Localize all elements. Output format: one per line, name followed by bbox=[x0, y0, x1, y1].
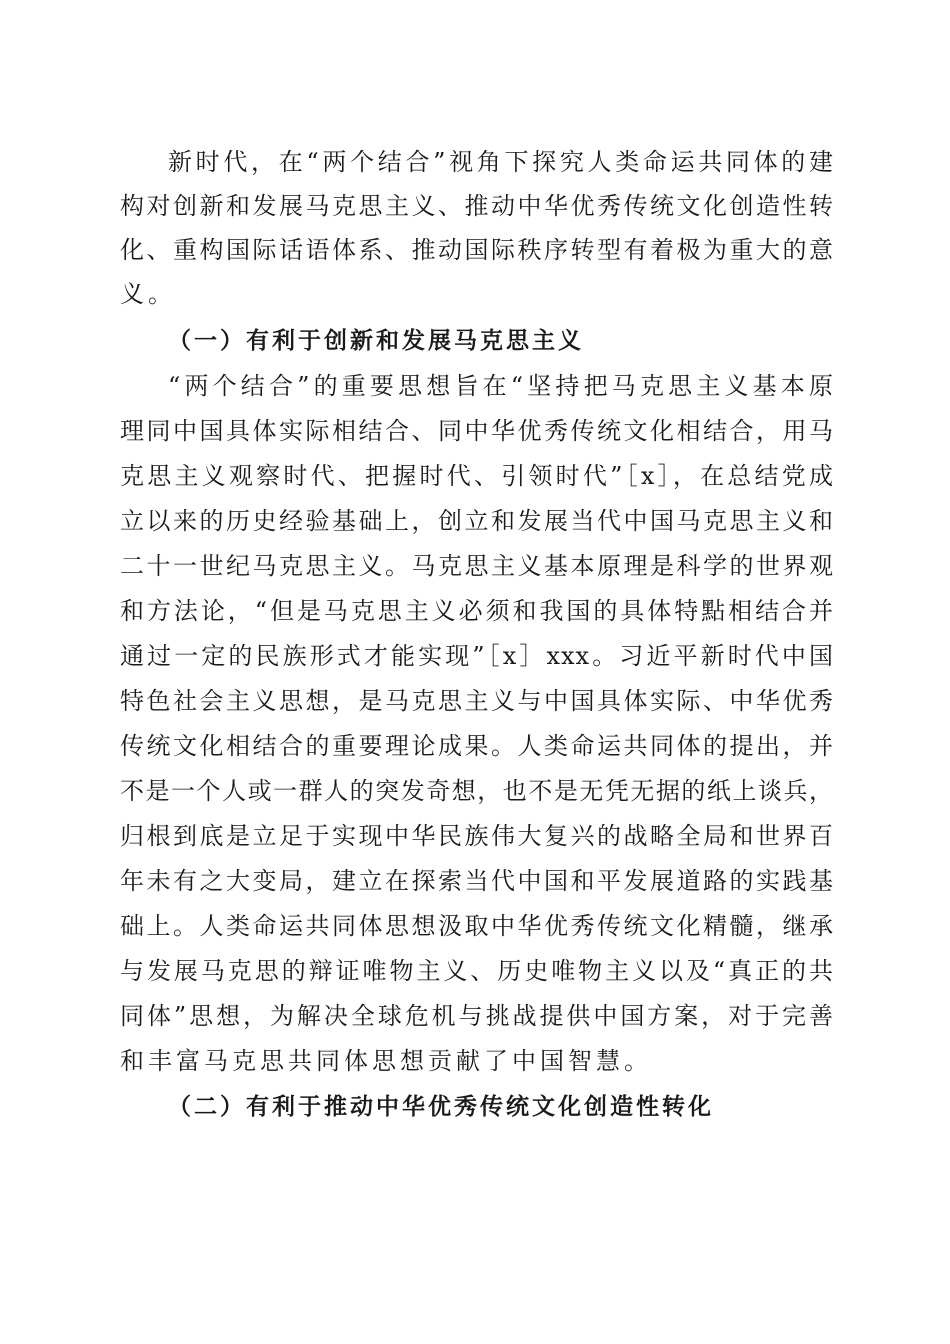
paragraph-2-line-9: 传统文化相结合的重要理论成果。人类命运共同体的提出，并 bbox=[120, 732, 834, 760]
section-heading-2: （二）有利于推动中华优秀传统文化创造性转化 bbox=[168, 1094, 714, 1120]
paragraph-2-line-2: 理同中国具体实际相结合、同中华优秀传统文化相结合，用马 bbox=[120, 417, 834, 445]
paragraph-2-line-5: 二十一世纪马克思主义。马克思主义基本原理是科学的世界观 bbox=[120, 552, 834, 580]
paragraph-2-line-12: 年未有之大变局，建立在探索当代中国和平发展道路的实践基 bbox=[120, 867, 834, 895]
paragraph-2-line-6: 和方法论，“但是马克思主义必须和我国的具体特點相结合并 bbox=[120, 597, 834, 625]
paragraph-2-line-7: 通过一定的民族形式才能实现”［x］xxx。习近平新时代中国 bbox=[120, 642, 834, 670]
section-heading-1: （一）有利于创新和发展马克思主义 bbox=[168, 328, 584, 354]
paragraph-1-line-3: 化、重构国际话语体系、推动国际秩序转型有着极为重大的意 bbox=[120, 236, 834, 264]
paragraph-2-line-13: 础上。人类命运共同体思想汲取中华优秀传统文化精髓，继承 bbox=[120, 912, 834, 940]
paragraph-2-line-10: 不是一个人或一群人的突发奇想，也不是无凭无据的纸上谈兵， bbox=[120, 777, 834, 805]
paragraph-2-line-15: 同体”思想，为解决全球危机与挑战提供中国方案，对于完善 bbox=[120, 1002, 834, 1030]
paragraph-2-line-3: 克思主义观察时代、把握时代、引领时代”［x］，在总结党成 bbox=[120, 462, 834, 490]
paragraph-2-line-11: 归根到底是立足于实现中华民族伟大复兴的战略全局和世界百 bbox=[120, 822, 834, 850]
paragraph-2-line-1: “两个结合”的重要思想旨在“坚持把马克思主义基本原 bbox=[168, 372, 834, 400]
paragraph-1-line-4: 义。 bbox=[120, 280, 176, 308]
paragraph-1-line-2: 构对创新和发展马克思主义、推动中华优秀传统文化创造性转 bbox=[120, 192, 834, 220]
paragraph-1-line-1: 新时代，在“两个结合”视角下探究人类命运共同体的建 bbox=[168, 148, 834, 176]
paragraph-2-line-16: 和丰富马克思共同体思想贡献了中国智慧。 bbox=[120, 1047, 652, 1075]
paragraph-2-line-4: 立以来的历史经验基础上，创立和发展当代中国马克思主义和 bbox=[120, 507, 834, 535]
paragraph-2-line-8: 特色社会主义思想，是马克思主义与中国具体实际、中华优秀 bbox=[120, 687, 834, 715]
paragraph-2-line-14: 与发展马克思的辩证唯物主义、历史唯物主义以及“真正的共 bbox=[120, 957, 834, 985]
